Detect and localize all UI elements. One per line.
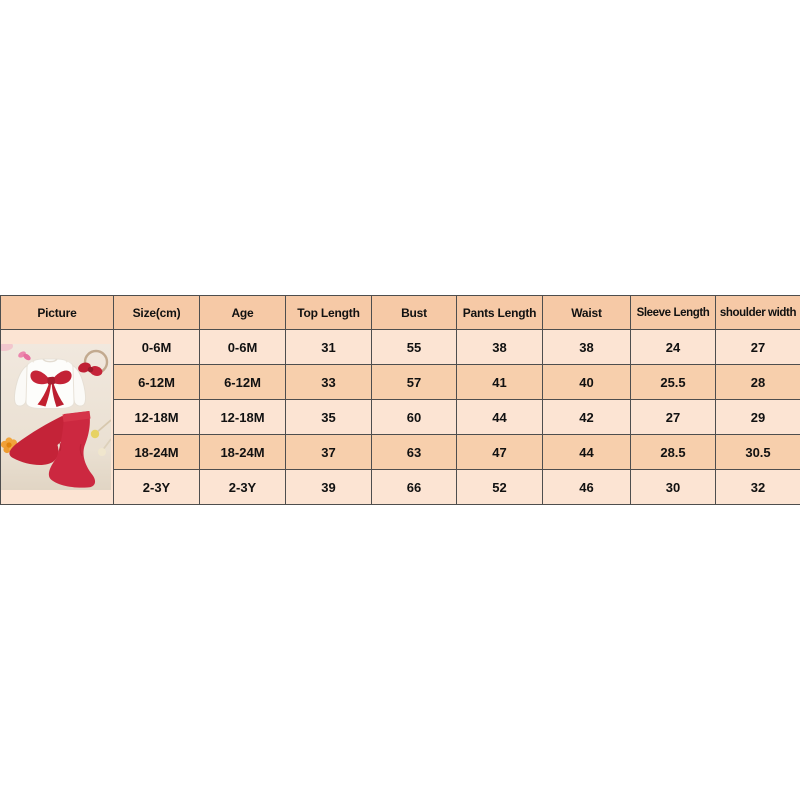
cell-size: 18-24M [114,435,200,470]
cell-pants-length: 44 [457,400,543,435]
cell-size: 6-12M [114,365,200,400]
cell-top-length: 33 [286,365,372,400]
cell-bust: 55 [372,330,457,365]
product-photo-cell [1,330,114,505]
cell-age: 12-18M [200,400,286,435]
cell-sleeve-length: 30 [631,470,716,505]
size-chart-table [0,295,800,505]
column-header-bust: Bust [372,296,457,330]
cell-top-length: 39 [286,470,372,505]
cell-age: 6-12M [200,365,286,400]
cell-age: 2-3Y [200,470,286,505]
header-row [1,296,800,330]
cell-sleeve-length: 28.5 [631,435,716,470]
cell-shoulder-width: 32 [716,470,800,505]
column-header-waist: Waist [543,296,631,330]
cell-waist: 38 [543,330,631,365]
cell-shoulder-width: 27 [716,330,800,365]
cell-top-length: 37 [286,435,372,470]
cell-sleeve-length: 27 [631,400,716,435]
cell-pants-length: 41 [457,365,543,400]
cell-waist: 42 [543,400,631,435]
column-header-top-length: Top Length [286,296,372,330]
cell-pants-length: 38 [457,330,543,365]
column-header-age: Age [200,296,286,330]
cell-top-length: 35 [286,400,372,435]
cell-bust: 63 [372,435,457,470]
cell-waist: 46 [543,470,631,505]
cell-age: 18-24M [200,435,286,470]
cell-age: 0-6M [200,330,286,365]
product-photo [1,344,111,490]
cell-size: 0-6M [114,330,200,365]
table-row-0-6m [1,330,800,365]
cell-shoulder-width: 29 [716,400,800,435]
cell-waist: 44 [543,435,631,470]
column-header-size: Size(cm) [114,296,200,330]
table-row-18-24m [1,435,800,470]
cell-pants-length: 47 [457,435,543,470]
cell-waist: 40 [543,365,631,400]
cell-sleeve-length: 24 [631,330,716,365]
cell-size: 2-3Y [114,470,200,505]
cell-bust: 57 [372,365,457,400]
column-header-sleeve-length: Sleeve Length [631,296,716,330]
cell-sleeve-length: 25.5 [631,365,716,400]
cell-top-length: 31 [286,330,372,365]
cell-bust: 66 [372,470,457,505]
cell-bust: 60 [372,400,457,435]
table-row-2-3y [1,470,800,505]
cell-shoulder-width: 30.5 [716,435,800,470]
column-header-pants-length: Pants Length [457,296,543,330]
table-row-12-18m [1,400,800,435]
column-header-picture: Picture [1,296,114,330]
cell-pants-length: 52 [457,470,543,505]
table-row-6-12m [1,365,800,400]
cell-size: 12-18M [114,400,200,435]
column-header-shoulder-width: shoulder width [716,296,800,330]
cell-shoulder-width: 28 [716,365,800,400]
